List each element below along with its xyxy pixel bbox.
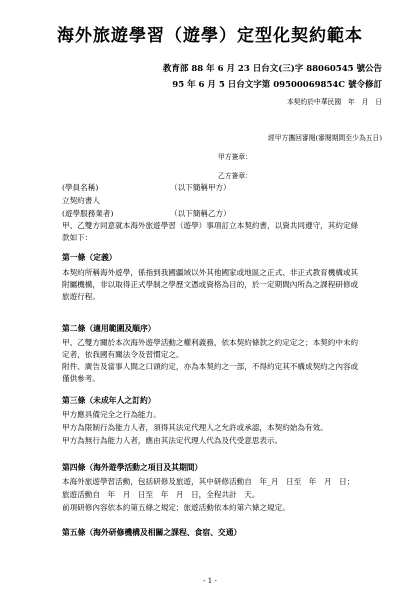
contract-party-line: 立契約書人: [62, 196, 100, 205]
agency-note: （以下簡稱乙方）: [170, 209, 231, 218]
article-4-line-2: 旅遊活動自 年 月 日至 年 月 日，全程共計 天。: [62, 490, 260, 499]
article-4-heading: 第四條（海外遊學活動之項目及其期間）: [62, 463, 203, 472]
article-2-paragraph-1: 甲、乙雙方關於本次海外遊學活動之權利義務，依本契約條款之約定定之；本契約中未約定者，依我國有關法令及習慣定之。: [62, 338, 359, 359]
intro-paragraph: 甲、乙雙方同意就本海外旅遊學習（遊學）事項訂立本契約書，以資共同遵守，其約定條款如下：: [62, 221, 359, 242]
article-3-line-3: 甲方為無行為能力人者，應由其法定代理人代為及代受意思表示。: [62, 436, 283, 445]
announcement-line-1: 教育部 88 年 6 月 23 日台文(三)字 88060545 號公告: [162, 64, 382, 74]
article-5-heading: 第五條（海外研修機構及相關之課程、食宿、交通）: [62, 528, 242, 537]
agency-label: (遊學服務業者): [62, 209, 114, 218]
contract-date-line: 本契約於中華民國 年 月 日: [286, 98, 382, 106]
article-4-line-3: 前項研修內容依本約第五條之規定；旅遊活動依本約第六條之規定。: [62, 503, 290, 512]
article-3-line-2: 甲方為限制行為能力人者，須得其法定代理人之允許或承認，本契約始為有效。: [62, 423, 328, 432]
document-title: 海外旅遊學習（遊學）定型化契約範本: [57, 26, 363, 46]
review-period-line: 經甲方攜回審閱(審閱期間至少為五日): [267, 134, 382, 142]
article-2-heading: 第二條（適用範圍及順序）: [62, 324, 156, 333]
article-3-line-1: 甲方應具備完全之行為能力。: [62, 410, 161, 419]
article-3-heading: 第三條（未成年人之訂約）: [62, 396, 156, 405]
student-note: （以下簡稱甲方）: [170, 183, 231, 192]
announcement-line-2: 95 年 6 月 5 日台文字第 09500069854C 號令修訂: [172, 80, 382, 90]
student-label: (學員名稱): [62, 183, 99, 192]
article-1-paragraph: 本契約所稱海外遊學，係指到我國疆域以外其他國家或地區之正式、非正式教育機構或其附屬機構，非以取得正式學制之學歷文憑或資格為目的，於一定期間內所為之課程研修或旅遊行程。: [62, 268, 359, 301]
page-number: - 1 -: [203, 577, 217, 585]
article-2-paragraph-2: 附件、廣告及當事人間之口頭約定，亦為本契約之一部，不得約定其不構成契約之內容或僅供參考。: [62, 362, 359, 383]
party-a-signature: 甲方簽章：: [218, 153, 252, 161]
article-1-heading: 第一條（定義）: [62, 253, 117, 262]
article-4-line-1: 本海外旅遊學習活動，包括研修及旅遊，其中研修活動自 年_月 日至 年 月 日；: [62, 477, 355, 486]
party-b-signature: 乙方簽章：: [218, 172, 252, 180]
